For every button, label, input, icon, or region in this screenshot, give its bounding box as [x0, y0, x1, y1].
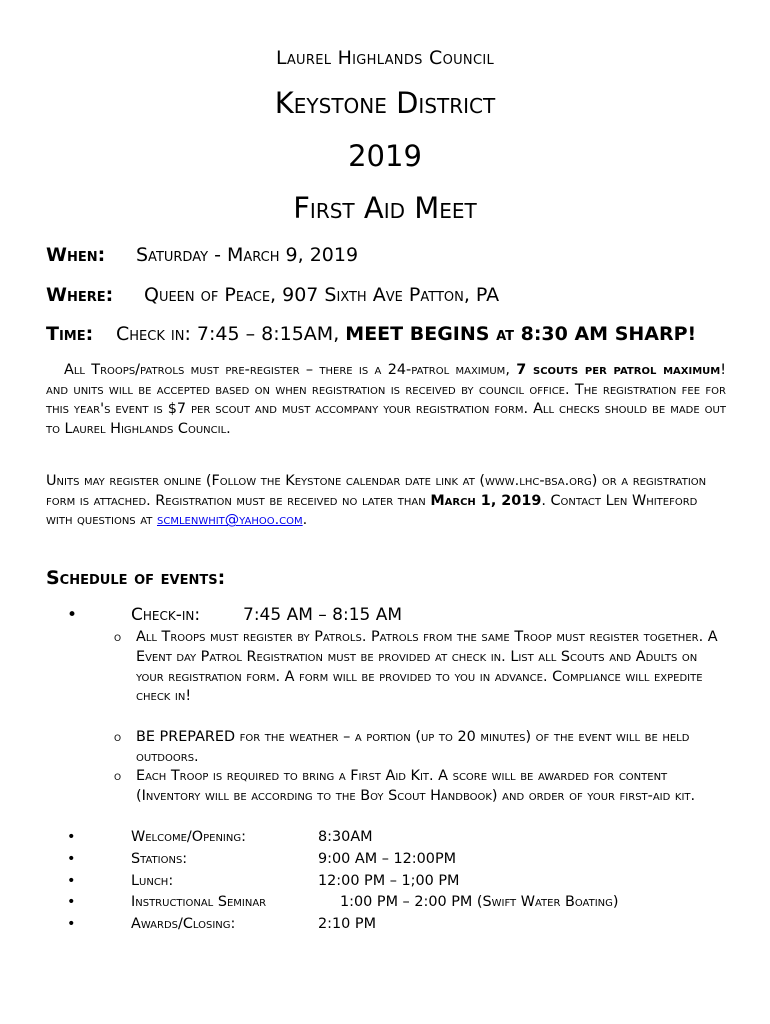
bullet-icon: • — [67, 851, 76, 867]
schedule-item-time: 12:00 PM – 1;00 PM — [318, 873, 460, 889]
checkin-label: Check-in: — [131, 605, 201, 625]
schedule-heading: Schedule of events: — [46, 567, 226, 589]
schedule-item-time: 8:30AM — [318, 829, 373, 845]
checkin-note — [114, 628, 726, 707]
schedule-item-label: Welcome/Opening: — [131, 829, 246, 845]
registration-text-b: ! and units will be accepted based on when registration is received by council office. The registration fee for this year's event is $7 per scout and must accompany your registration form. All checks should be made out to Laurel Highlands Council. — [46, 362, 726, 438]
first-aid-kit-note-text: Each Troop is required to bring a First Aid Kit. A score will be awarded for content (Inventory will be according to the Boy Scout Handbook) and order of your first-aid kit. — [136, 768, 696, 804]
district-title: Keystone District — [274, 86, 496, 120]
sub-bullet-icon: o — [114, 730, 122, 745]
bullet-icon: • — [67, 894, 76, 910]
sub-bullet-icon: o — [114, 630, 122, 645]
weather-note — [114, 728, 726, 768]
when-line — [46, 244, 358, 266]
sub-bullet-icon: o — [114, 769, 122, 784]
online-text-c: . — [302, 512, 308, 529]
schedule-item-label: Stations: — [131, 851, 188, 867]
schedule-item-time: 1:00 PM – 2:00 PM (Swift Water Boating) — [340, 894, 619, 910]
contact-email-link[interactable]: scmlenwhit@yahoo.com — [156, 512, 303, 529]
checkin-time: 7:45 AM – 8:15 AM — [243, 605, 403, 625]
event-year: 2019 — [348, 139, 422, 173]
bullet-icon: • — [67, 829, 76, 845]
registration-text-a: All Troops/patrols must pre-register – there is a 24-patrol maximum, — [64, 362, 510, 378]
online-registration-paragraph — [46, 472, 726, 531]
schedule-item-label: Lunch: — [131, 873, 174, 889]
where-label: Where: — [46, 284, 114, 306]
schedule-item-label: Instructional Seminar — [131, 894, 267, 910]
schedule-item-time: 2:10 PM — [318, 916, 376, 932]
weather-note-text: BE PREPARED for the weather – a portion (up to 20 minutes) of the event will be held outdoors. — [136, 729, 690, 765]
time-value: Check in: 7:45 – 8:15AM, — [116, 323, 340, 345]
online-text-a: Units may register online (Follow the Keystone calendar date link at (www.lhc-bsa.org) or a registration form is attached. Registration must be received no later than — [46, 473, 707, 509]
where-value: Queen of Peace, 907 Sixth Ave Patton, PA — [144, 284, 500, 306]
schedule-item-time: 9:00 AM – 12:00PM — [318, 851, 457, 867]
time-label: Time: — [46, 323, 94, 345]
registration-paragraph — [46, 361, 726, 440]
bullet-icon: • — [67, 605, 78, 625]
schedule-item-label: Awards/Closing: — [131, 916, 236, 932]
patrol-max-emphasis: 7 scouts per patrol maximum — [516, 362, 721, 378]
bullet-icon: • — [67, 873, 76, 889]
first-aid-kit-note — [114, 767, 726, 807]
event-title: First Aid Meet — [293, 191, 477, 225]
bullet-icon: • — [67, 916, 76, 932]
organization-title: Laurel Highlands Council — [275, 47, 495, 69]
meet-begins-emphasis: MEET BEGINS at 8:30 AM SHARP! — [345, 323, 697, 345]
when-value: Saturday - March 9, 2019 — [136, 244, 359, 266]
deadline-emphasis: March 1, 2019 — [430, 492, 542, 509]
when-label: When: — [46, 244, 106, 266]
time-line — [46, 323, 696, 345]
where-line — [46, 284, 499, 306]
checkin-note-text: All Troops must register by Patrols. Patrols from the same Troop must register together. A Event day Patrol Registration must be provided at check in. List all Scouts and Adults on your registration form. A form will be provided to you in advance. Compliance will expedite check in! — [136, 629, 718, 705]
online-text-b: . Contact Len Whiteford with questions at — [46, 492, 698, 529]
